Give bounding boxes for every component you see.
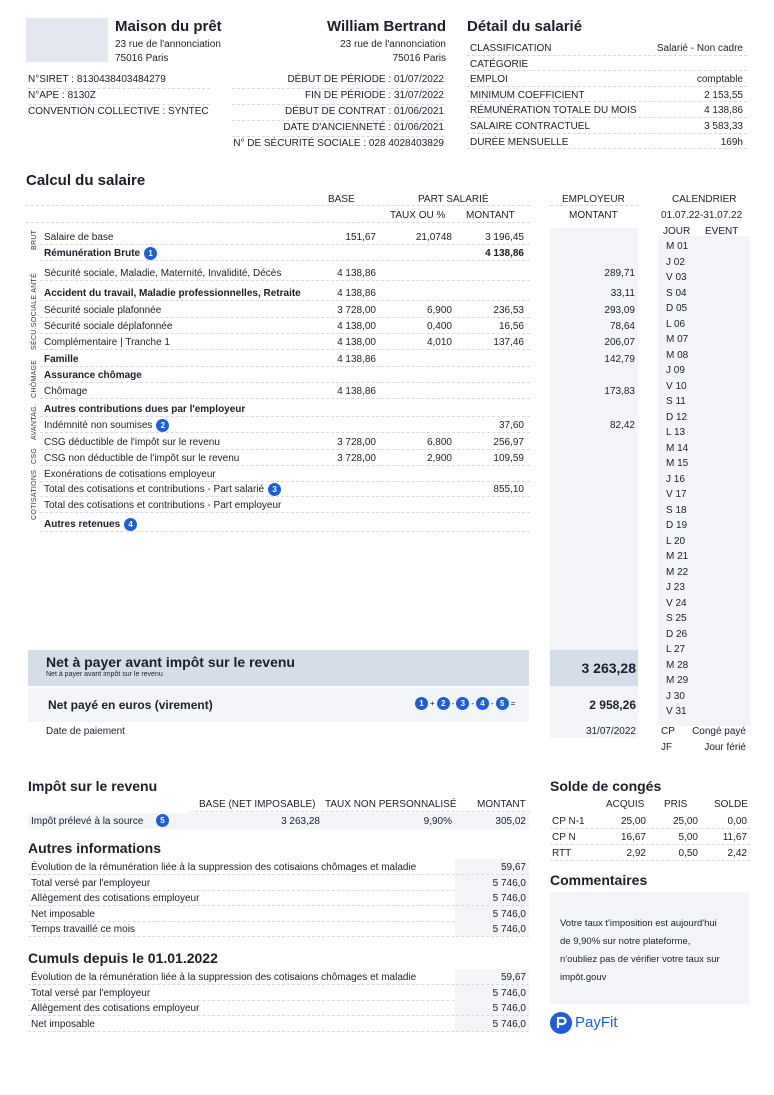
detail-label: EMPLOI [470,74,508,86]
other-row-label: Évolution de la rémunération liée à la suppression des cotisaions chômages et maladie [31,862,417,873]
salary-row-label [44,499,281,512]
payment-date-label: Date de paiement [46,726,125,737]
salary-row-divider [40,398,530,399]
salary-row-montant: 256,97 [493,437,524,448]
salary-row-base: 3 728,00 [337,453,376,464]
period-start: DÉBUT DE PÉRIODE : 01/07/2022 [232,73,444,89]
header-divider-3 [550,205,638,206]
calendar-col-event: EVENT [705,226,739,237]
social-security-number: N° DE SÉCURITÉ SOCIALE : 028 4028403829 [233,138,444,149]
period-end: FIN DE PÉRIODE : 31/07/2022 [232,89,444,105]
other-row-divider [28,936,529,937]
salary-row-montant: 137,46 [493,337,524,348]
tax-row-base: 3 263,28 [281,816,320,827]
net-before-tax-title: Net à payer avant impôt sur le revenu [46,654,295,670]
other-row-label: Total versé par l'employeur [31,877,151,889]
header-divider-2 [26,222,530,223]
salary-row-label [44,468,216,481]
salary-row-text: Complémentaire | Tranche 1 [44,337,170,348]
other-info-title: Autres informations [28,840,162,856]
leave-row-acquis: 25,00 [620,816,646,827]
badge-1: 1 [144,247,157,260]
calendar-day: D 26 [666,628,688,640]
calendar-range: 01.07.22-31.07.22 [661,210,743,221]
salary-row-label [44,304,161,317]
detail-row [467,40,747,56]
salary-row-divider [40,449,530,450]
salary-row-text: Famille [44,354,79,365]
payfit-brand-name: PayFit [575,1014,618,1031]
salary-row-taux: 4,010 [426,337,452,348]
detail-row [467,71,747,87]
salary-row-montant: 4 138,86 [485,248,524,259]
salary-row-text: Sécurité sociale déplafonnée [44,321,173,332]
salary-row-base: 4 138,86 [337,386,376,397]
net-paid-title: Net payé en euros (virement) [48,698,213,712]
comment-line: de 9,90% sur notre plateforme, [560,936,691,947]
calendar-day: D 19 [666,520,688,531]
salary-row-divider [40,416,530,417]
cumuls-row-value: 59,67 [500,972,526,983]
detail-value: 4 138,86 [704,105,743,117]
leave-row-solde: 11,67 [722,832,747,843]
leave-row-label: RTT [552,848,572,859]
detail-row [467,134,747,150]
tax-header-taux: TAUX NON PERSONNALISÉ [325,799,457,810]
legend-label-jf: Jour férié [704,742,746,753]
salary-row-label [44,247,157,260]
salary-row-text: Indémnité non soumises [44,420,153,432]
other-row-divider [28,905,529,906]
salary-row-montant: 109,59 [493,453,524,464]
leave-row-label: CP N [552,832,576,843]
formula-badge-1: 1 [415,697,428,710]
employer-address2: 75016 Paris [115,53,169,64]
seniority-date: DATE D'ANCIENNETÉ : 01/06/2021 [232,121,444,137]
formula-operator: = [510,698,516,708]
salary-row-montant: 37,60 [498,420,524,431]
comments-text [560,915,720,987]
calendar-day: M 15 [666,458,689,469]
calendar-day: V 03 [666,272,687,283]
salary-row-divider [40,512,530,513]
employee-detail-table [467,40,747,149]
salary-row-label [44,353,78,366]
salary-row-montant: 236,53 [493,305,524,316]
badge-2: 2 [156,419,169,432]
formula-operator: - [491,698,494,708]
calendar-day: M 08 [666,349,689,361]
leave-row-divider [550,828,750,829]
salary-row-text: Salaire de base [44,232,114,243]
employer-convention: CONVENTION COLLECTIVE : SYNTEC [28,106,209,117]
leave-row-divider [550,844,750,845]
salary-row-label [44,231,114,244]
group-cotisations: COTISATIONS [31,469,38,520]
other-row-value: 5 746,0 [492,924,526,936]
cumuls-row-divider [28,1015,529,1016]
calendar-day: J 16 [666,473,685,485]
salary-row-divider [40,333,530,334]
contract-start: DÉBUT DE CONTRAT : 01/06/2021 [232,105,444,121]
calendar-day: D 05 [666,303,688,314]
salary-row-label [44,287,301,300]
salary-row-label [44,369,142,382]
net-paid-value: 2 958,26 [589,698,636,712]
calendar-day: J 02 [666,256,685,268]
cumuls-row-label: Net imposable [31,1018,95,1030]
formula-badge-3: 3 [456,697,469,710]
calendar-day: M 22 [666,566,689,578]
leave-title: Solde de congés [550,778,662,794]
calendar-day: V 31 [666,706,687,717]
salary-row-divider [40,382,530,383]
salary-row-divider [40,280,530,281]
salary-calc-title: Calcul du salaire [26,172,146,189]
header-employeur-montant: MONTANT [569,210,618,221]
salary-row-divider [40,496,530,497]
comment-line: n'oubliez pas de vérifier votre taux sur [560,954,720,965]
calendar-day: S 04 [666,287,687,299]
calendar-day: V 17 [666,489,687,500]
salary-row-label [44,385,87,398]
salary-row-taux: 6,900 [426,305,452,316]
badge-3: 3 [268,483,281,496]
legend-code-jf: JF [661,742,673,753]
detail-label: RÉMUNÉRATION TOTALE DU MOIS [470,105,637,117]
salary-row-employer: 142,79 [604,354,635,365]
tax-title: Impôt sur le revenu [28,778,158,794]
legend-label-cp: Congé payé [692,726,746,737]
calendar-day: J 30 [666,690,685,702]
detail-row [467,87,747,103]
calendar-day: M 29 [666,675,689,686]
salary-row-label [44,403,245,416]
tax-header-base: BASE (NET IMPOSABLE) [199,799,316,810]
salary-row-label [44,320,172,333]
calendar-day: L 06 [666,318,686,330]
calendar-day: L 13 [666,427,686,438]
employee-address2: 75016 Paris [392,53,446,64]
formula-operator: - [451,698,455,708]
salary-row-montant: 3 196,45 [485,232,524,243]
calendar-day: M 07 [666,334,689,345]
salary-row-divider [40,260,530,261]
net-formula [415,697,517,710]
group-csg: CSG [31,447,38,464]
tax-row-montant: 305,02 [495,816,526,827]
leave-header-solde: SOLDE [714,799,748,810]
employer-siret: N°SIRET : 8130438403484279 [28,73,210,89]
salary-row-text: Accident du travail, Maladie professionnelles, Retraite [44,288,301,299]
group-chomage: CHÔMAGE [31,359,38,398]
salary-row-montant: 16,56 [498,321,524,332]
salary-row-base: 3 728,00 [337,305,376,316]
salary-row-employer: 33,11 [610,288,635,299]
payfit-logo-icon [550,1012,572,1034]
other-row-divider [28,874,529,875]
salary-row-text: Total des cotisations et contributions - Part salarié [44,484,265,496]
salary-row-montant: 855,10 [493,484,524,495]
salary-row-base: 4 138,00 [337,321,376,332]
salary-row-label [44,452,239,465]
salary-row-label [44,267,281,280]
salary-row-divider [40,244,530,245]
other-row-value: 59,67 [500,862,526,873]
salary-row-taux: 6,800 [426,437,452,448]
other-row-label: Temps travaillé ce mois [31,924,135,936]
calendar-title: CALENDRIER [672,194,737,205]
salary-row-base: 151,67 [345,232,376,243]
formula-badge-5: 5 [496,697,509,710]
detail-label: DURÉE MENSUELLE [470,136,569,148]
salary-row-divider [40,317,530,318]
salary-row-label [44,336,170,349]
tax-header-divider [190,811,530,812]
cumuls-title: Cumuls depuis le 01.01.2022 [28,950,218,966]
group-brut: BRUT [31,229,38,250]
detail-row [467,102,747,118]
salary-row-divider [40,300,530,301]
detail-value: 3 583,33 [704,120,743,132]
other-row-value: 5 746,0 [492,893,526,905]
salary-row-employer: 78,64 [609,321,635,332]
salary-row-text: Sécurité sociale, Maladie, Maternité, Invalidité, Décès [44,268,282,279]
legend-code-cp: CP [661,726,675,737]
salary-row-taux: 2,900 [426,453,452,464]
salary-row-text: Autres retenues [44,519,121,531]
calendar-day: D 12 [666,411,688,423]
employer-name: Maison du prêt [115,18,222,35]
employee-detail-title: Détail du salarié [467,18,583,35]
employer-address1: 23 rue de l'annonciation [115,39,221,50]
tax-row-taux: 9,90% [423,816,452,827]
formula-badge-2: 2 [437,697,450,710]
header-base: BASE [328,194,355,205]
calendar-day: V 24 [666,597,687,609]
payment-date-value: 31/07/2022 [585,726,636,737]
detail-value: comptable [696,74,743,86]
header-taux: TAUX OU % [390,210,446,221]
net-before-tax-value: 3 263,28 [581,660,636,676]
leave-row-acquis: 2,92 [626,848,646,859]
salary-row-text: Total des cotisations et contributions - Part employeur [44,500,282,511]
formula-operator: - [471,698,475,708]
detail-label: SALAIRE CONTRACTUEL [470,120,591,132]
calendar-day: V 10 [666,380,687,392]
employee-name: William Bertrand [326,18,446,35]
salary-row-label [44,518,137,531]
salary-row-label [44,419,169,432]
detail-label: MINIMUM COEFFICIENT [470,89,585,101]
salary-row-base: 4 138,86 [337,268,376,279]
leave-row-solde: 2,42 [727,848,747,859]
header-employeur: EMPLOYEUR [562,194,625,205]
salary-row-text: Autres contributions dues par l'employeur [44,404,246,415]
comment-line: impôt.gouv [560,972,607,983]
employee-address1: 23 rue de l'annonciation [340,39,446,50]
detail-value: Salarié - Non cadre [656,43,743,54]
tax-badge [152,814,169,827]
salary-row-text: Chômage [44,386,88,397]
tax-row-label: Impôt prélevé à la source [31,816,144,827]
detail-value: 2 153,55 [704,89,743,101]
header-montant: MONTANT [466,210,515,221]
comment-line: Votre taux t'imposition est aujourd'hui [560,918,717,929]
leave-row-divider [550,860,750,861]
calendar-day: J 23 [666,582,685,593]
header-divider [26,205,530,206]
badge-5: 5 [156,814,169,827]
salary-row-text: Exonérations de cotisations employeur [44,469,216,480]
calendar-day: J 09 [666,365,685,376]
formula-operator: + [430,698,435,708]
header-part-salarie: PART SALARIÉ [418,194,489,205]
leave-row-pris: 5,00 [678,832,698,843]
salary-row-text: CSG déductible de l'impôt sur le revenu [44,437,220,448]
employer-ape: N°APE : 8130Z [28,89,210,105]
salary-row-divider [40,531,530,532]
detail-row [467,118,747,134]
cumuls-row-label: Évolution de la rémunération liée à la suppression des cotisaions chômages et maladie [31,972,417,983]
cumuls-row-divider [28,984,529,985]
salary-row-label [44,483,281,496]
calendar-day: S 18 [666,504,687,516]
salary-row-divider [40,349,530,350]
other-row-value: 5 746,0 [492,877,526,889]
detail-label: CLASSIFICATION [470,43,552,54]
salary-row-divider [40,366,530,367]
salary-row-taux: 21,0748 [415,232,452,243]
salary-row-employer: 289,71 [604,268,635,279]
calendar-day: M 21 [666,551,689,562]
salary-row-text: CSG non déductible de l'impôt sur le revenu [44,453,240,464]
cumuls-row-divider [28,1031,529,1032]
salary-row-divider [40,481,530,482]
salary-row-label [44,436,220,449]
cumuls-row-value: 5 746,0 [492,1003,526,1015]
salary-row-employer: 82,42 [609,420,635,431]
other-row-divider [28,890,529,891]
calendar-day: L 20 [666,535,686,547]
cumuls-row-label: Total versé par l'employeur [31,987,151,999]
calendar-day: M 01 [666,241,689,252]
leave-row-label: CP N-1 [552,816,585,827]
salary-row-divider [40,432,530,433]
salary-row-text: Sécurité sociale plafonnée [44,305,162,316]
salary-row-employer: 293,09 [604,305,635,316]
cumuls-row-label: Allègement des cotisations employeur [31,1003,200,1015]
salary-row-base: 3 728,00 [337,437,376,448]
calendar-col-day: JOUR [663,226,691,237]
salary-row-taux: 0,400 [426,321,452,332]
group-avantages: AVANTAG. [31,403,38,440]
formula-badge-4: 4 [476,697,489,710]
calendar-day: M 28 [666,659,689,671]
leave-header-acquis: ACQUIS [606,799,645,810]
group-secu: SÉCU.SOCIALE ANTÉ [31,272,38,350]
salary-row-employer: 206,07 [604,337,635,348]
calendar-day: M 14 [666,442,689,454]
salary-row-base: 4 138,00 [337,337,376,348]
company-logo-placeholder [26,18,108,62]
cumuls-row-value: 5 746,0 [492,1018,526,1030]
cumuls-row-divider [28,1000,529,1001]
leave-row-pris: 0,50 [678,848,698,859]
detail-value: 169h [720,136,743,148]
cumuls-row-value: 5 746,0 [492,987,526,999]
salary-row-employer: 173,83 [604,386,635,397]
leave-row-pris: 25,00 [672,816,698,827]
salary-row-text: Assurance chômage [44,370,142,381]
salary-row-base: 4 138,86 [337,288,376,299]
other-row-value: 5 746,0 [492,908,526,920]
detail-row [467,56,747,72]
other-row-label: Net imposable [31,908,95,920]
other-row-label: Allègement des cotisations employeur [31,893,200,905]
net-before-tax-subtitle: Net à payer avant impôt sur le revenu [46,671,163,678]
calendar-day: L 27 [666,644,686,655]
tax-header-montant: MONTANT [477,799,526,810]
salary-row-divider [40,465,530,466]
other-row-divider [28,921,529,922]
comments-title: Commentaires [550,872,648,888]
badge-4: 4 [124,518,137,531]
calendar-day: S 11 [666,396,686,407]
salary-row-text: Rémunération Brute [44,248,141,260]
detail-label: CATÉGORIE [470,58,529,70]
salary-row-base: 4 138,86 [337,354,376,365]
leave-header-pris: PRIS [664,799,688,810]
leave-row-acquis: 16,67 [620,832,646,843]
leave-row-solde: 0,00 [727,816,747,827]
calendar-day: S 25 [666,613,687,624]
